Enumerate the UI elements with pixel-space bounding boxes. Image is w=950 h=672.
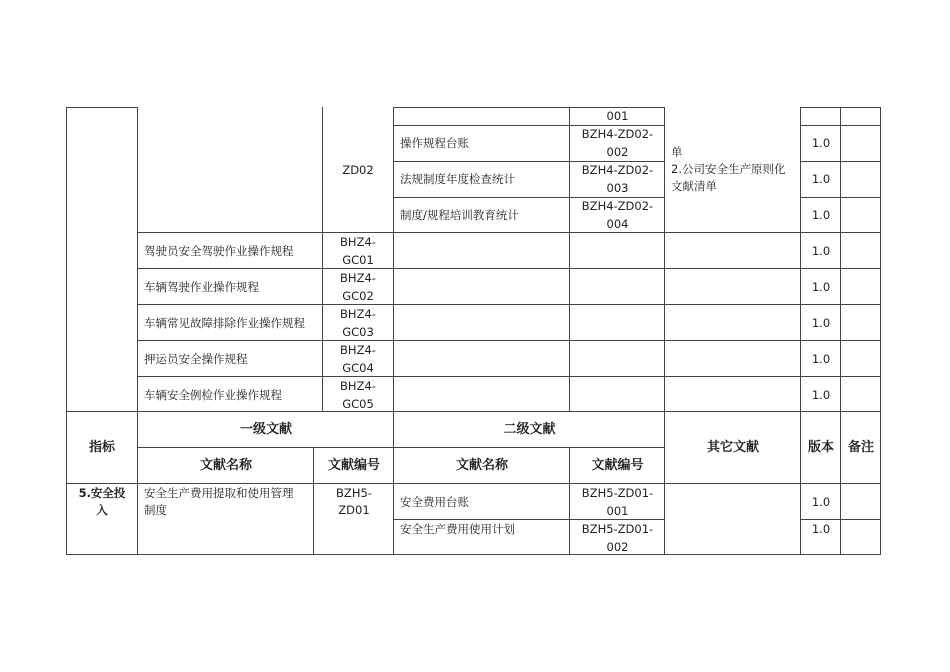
grid-line xyxy=(394,107,665,108)
grid-line xyxy=(138,376,881,377)
level2-code-cell: BZH4-ZD02- 003 xyxy=(581,163,654,195)
grid-line xyxy=(394,161,665,162)
version-cell: 1.0 xyxy=(811,172,831,186)
other-docs-cell: 单 2.公司安全生产原则化 文献清单 xyxy=(671,145,786,193)
version-cell: 1.0 xyxy=(811,208,831,222)
level2-name-cell: 操作规程台账 xyxy=(400,136,469,150)
level2-name-cell: 法规制度年度检查统计 xyxy=(400,172,515,186)
gc-name-cell: 车辆驾驶作业操作规程 xyxy=(144,280,259,294)
level2-name-cell: 制度/规程培训教育统计 xyxy=(400,208,519,222)
section5-l1-code: BZH5- ZD01 xyxy=(336,486,372,517)
header-doc-name-1: 文献名称 xyxy=(199,458,252,473)
section5-l2-name: 安全费用台账 xyxy=(400,495,469,509)
section5-l2-name: 安全生产费用使用计划 xyxy=(400,522,515,536)
level2-code-cell: 001 xyxy=(606,109,629,123)
gc-name-cell: 车辆常见故障排除作业操作规程 xyxy=(144,316,305,330)
header-doc-code-2: 文献编号 xyxy=(591,458,644,473)
section5-indicator: 5.安全投 入 xyxy=(78,486,126,517)
grid-line xyxy=(66,411,881,412)
header-indicator: 指标 xyxy=(88,440,115,455)
header-level2: 二级文献 xyxy=(503,422,556,437)
level1-code-cell: ZD02 xyxy=(342,162,374,177)
gc-code-cell: BHZ4- GC05 xyxy=(340,378,376,411)
grid-line xyxy=(801,519,881,520)
grid-line xyxy=(138,447,665,448)
gc-code-cell: BHZ4- GC01 xyxy=(340,235,376,267)
gc-name-cell: 车辆安全例检作业操作规程 xyxy=(144,387,282,402)
grid-line xyxy=(394,125,665,126)
grid-line xyxy=(138,304,881,305)
grid-line xyxy=(569,107,570,412)
grid-line xyxy=(394,519,665,520)
grid-line xyxy=(569,447,570,555)
grid-line xyxy=(394,197,665,198)
level2-code-cell: BZH4-ZD02- 002 xyxy=(581,127,654,159)
gc-code-cell: BHZ4- GC02 xyxy=(340,271,376,303)
version-cell: 1.0 xyxy=(811,495,831,509)
version-cell: 1.0 xyxy=(811,387,831,402)
header-version: 版本 xyxy=(807,440,834,455)
grid-line xyxy=(801,107,881,108)
grid-line xyxy=(313,447,314,555)
grid-line xyxy=(801,161,881,162)
section5-l2-code: BZH5-ZD01- 002 xyxy=(581,522,654,554)
gc-code-cell: BHZ4- GC03 xyxy=(340,307,376,339)
gc-name-cell: 押运员安全操作规程 xyxy=(144,352,248,366)
grid-line xyxy=(66,107,138,108)
grid-line xyxy=(801,197,881,198)
version-cell: 1.0 xyxy=(811,352,831,366)
version-cell: 1.0 xyxy=(811,136,831,150)
grid-line xyxy=(66,483,881,484)
grid-line xyxy=(66,554,881,555)
gc-code-cell: BHZ4- GC04 xyxy=(340,343,376,375)
header-remark: 备注 xyxy=(847,440,874,455)
version-cell: 1.0 xyxy=(811,244,831,258)
version-cell: 1.0 xyxy=(811,316,831,330)
grid-line xyxy=(66,107,67,555)
level2-code-cell: BZH4-ZD02- 004 xyxy=(581,199,654,231)
grid-line xyxy=(138,268,881,269)
grid-line xyxy=(138,232,881,233)
section5-l1-name: 安全生产费用提取和使用管理 制度 xyxy=(144,486,294,517)
header-doc-name-2: 文献名称 xyxy=(455,458,508,473)
version-cell: 1.0 xyxy=(811,280,831,294)
grid-line xyxy=(393,107,394,555)
grid-line xyxy=(840,107,841,555)
header-doc-code-1: 文献编号 xyxy=(327,458,380,473)
section5-l2-code: BZH5-ZD01- 001 xyxy=(581,486,654,518)
grid-line xyxy=(138,340,881,341)
header-other: 其它文献 xyxy=(706,440,759,455)
grid-line xyxy=(800,107,801,555)
grid-line xyxy=(137,107,138,555)
grid-line xyxy=(322,107,323,412)
grid-line xyxy=(880,107,881,555)
header-level1: 一级文献 xyxy=(239,422,292,437)
grid-line xyxy=(801,125,881,126)
version-cell: 1.0 xyxy=(811,522,831,536)
grid-line xyxy=(664,107,665,555)
gc-name-cell: 驾驶员安全驾驶作业操作规程 xyxy=(144,244,294,258)
